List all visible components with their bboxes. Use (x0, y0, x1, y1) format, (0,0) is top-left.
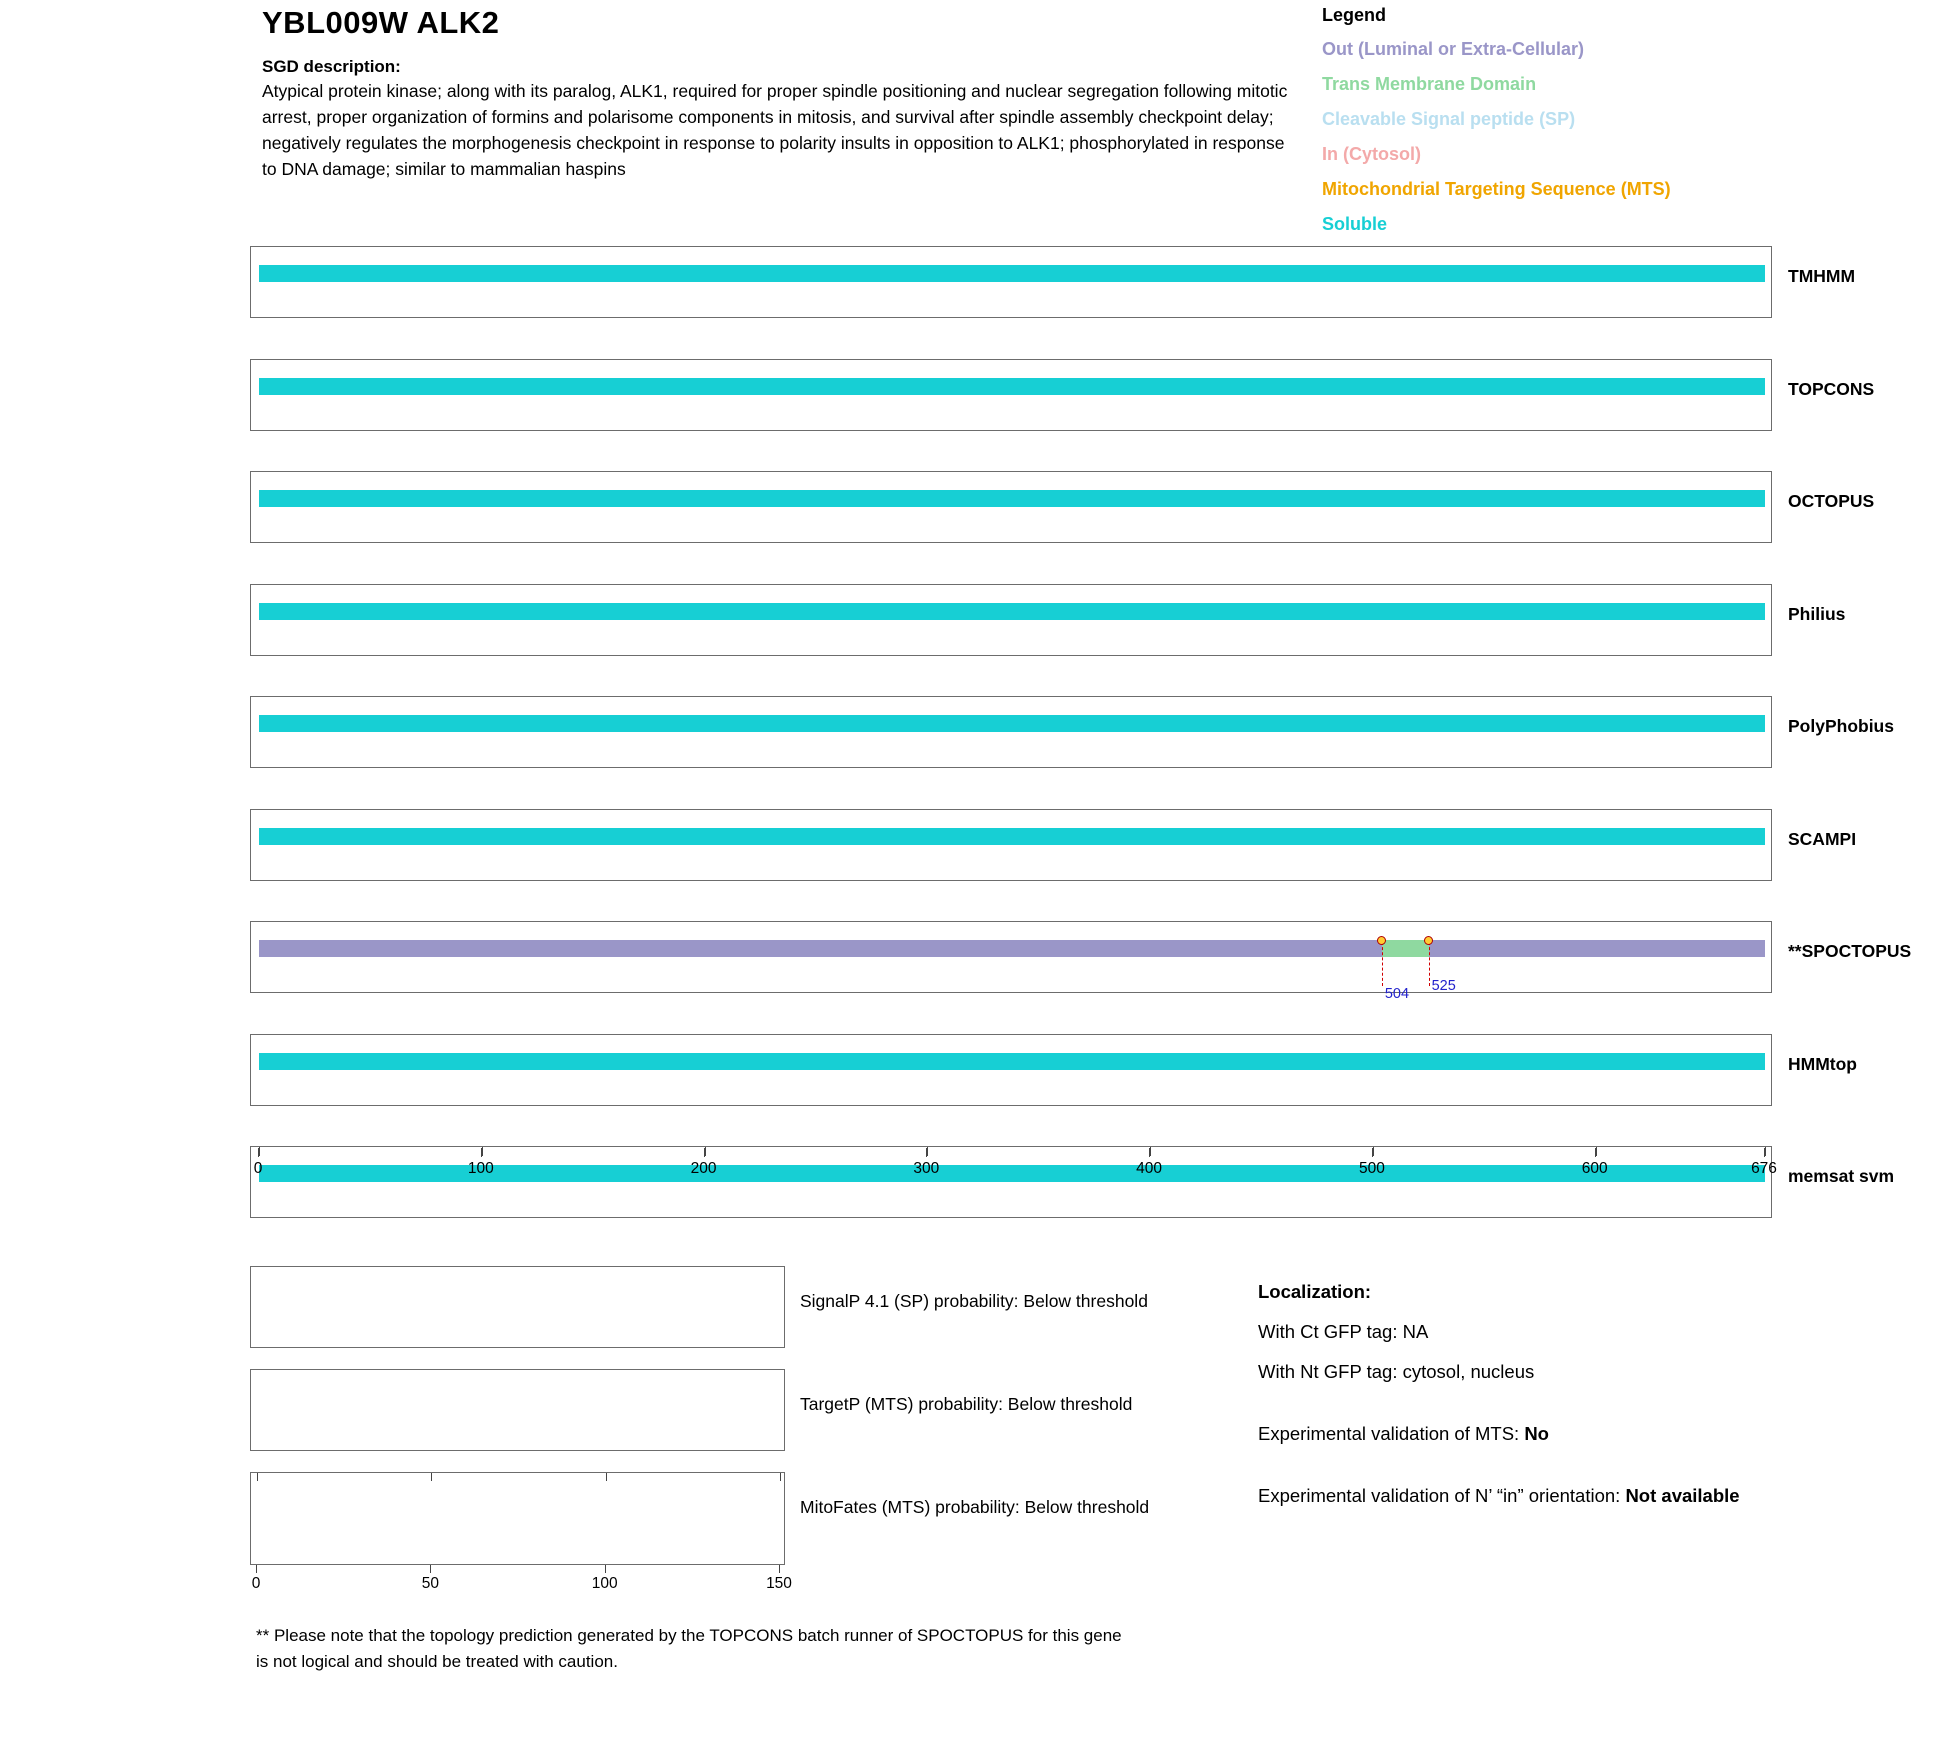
track-box-spoctopus (250, 921, 1772, 1002)
axis-tick-label: 400 (1136, 1160, 1163, 1177)
localization-nt-gfp: With Nt GFP tag: cytosol, nucleus (1258, 1361, 1535, 1382)
plot-axis-tick-label: 0 (251, 1575, 261, 1592)
legend (1322, 5, 1942, 242)
legend-title: Legend (1322, 5, 1387, 25)
track-label: TOPCONS (1788, 378, 1875, 399)
plot-axis-tick-label: 50 (421, 1575, 439, 1592)
localization-ct-gfp: With Ct GFP tag: NA (1258, 1321, 1429, 1342)
legend-item-out: Out (Luminal or Extra-Cellular) (1322, 39, 1585, 59)
mts-validation-row (1258, 1414, 1898, 1454)
track-label: SCAMPI (1788, 828, 1857, 849)
track-segment-soluble (259, 1053, 1765, 1070)
sgd-description-text: Atypical protein kinase; along with its paralog, ALK1, required for proper spindle positioning and nuclear segregation following mitotic arrest, proper organization of formins and polarisome components in mitosis, and survival after spindle assembly checkpoint delay; negatively regulates the morphogenesis checkpoint in response to polarity insults in opposition to ALK1; phosphorylated in response to DNA damage; similar to mammalian haspins (262, 81, 1288, 179)
legend-item-soluble: Soluble (1322, 214, 1388, 234)
track-box-hmmtop (250, 1034, 1772, 1106)
axis-tick (1595, 1148, 1596, 1157)
axis-tick-label: 600 (1581, 1160, 1608, 1177)
legend-item-sp: Cleavable Signal peptide (SP) (1322, 109, 1576, 129)
residue-axis (250, 1148, 1777, 1188)
plot-axis-tick-label: 100 (591, 1575, 618, 1592)
plot-axis-tick (256, 1565, 257, 1573)
mts-validation-label: Experimental validation of MTS: (1258, 1423, 1525, 1444)
track-segment-soluble (259, 378, 1765, 395)
axis-tick (704, 1148, 705, 1157)
legend-item-tm: Trans Membrane Domain (1322, 74, 1537, 94)
track-label: Philius (1788, 603, 1846, 624)
axis-tick-label: 500 (1358, 1160, 1385, 1177)
axis-tick (258, 1148, 259, 1157)
track-segment-out (259, 940, 1382, 957)
orientation-validation-label: Experimental validation of N’ “in” orientation: (1258, 1485, 1626, 1506)
track-segment-soluble (259, 715, 1765, 732)
signalp-caption: SignalP 4.1 (SP) probability: Below threshold (800, 1291, 1148, 1311)
track-label: memsat svm (1788, 1166, 1895, 1186)
marker-label: 525 (1431, 978, 1456, 994)
track-segment-soluble (259, 490, 1765, 507)
marker-line (1382, 942, 1383, 986)
marker-label: 504 (1384, 986, 1410, 1002)
track-box-tmhmm (250, 246, 1772, 318)
orientation-validation-row (1258, 1476, 1898, 1516)
mitofates-caption: MitoFates (MTS) probability: Below threshold (800, 1497, 1150, 1517)
track-segment-soluble (259, 828, 1765, 845)
axis-tick-label: 100 (467, 1160, 494, 1177)
localization-panel (1258, 1272, 1898, 1516)
track-label: **SPOCTOPUS (1788, 941, 1912, 961)
track-label: PolyPhobius (1788, 716, 1894, 736)
axis-tick-label: 300 (913, 1160, 940, 1177)
mitofates-plot (250, 1472, 785, 1565)
signalp-plot (250, 1266, 785, 1348)
plot-inner-tick (606, 1473, 607, 1481)
axis-tick-label: 0 (253, 1160, 263, 1177)
track-box-polyphobius (250, 696, 1772, 768)
axis-tick (1149, 1148, 1150, 1157)
axis-tick-label: 200 (690, 1160, 717, 1177)
track-label: HMMtop (1788, 1053, 1858, 1074)
targetp-caption: TargetP (MTS) probability: Below threshold (800, 1394, 1133, 1414)
plot-axis-tick (779, 1565, 780, 1573)
track-segment-out (1429, 940, 1765, 957)
axis-tick (1372, 1148, 1373, 1157)
mitofates-axis (250, 1565, 792, 1595)
axis-tick (1764, 1148, 1765, 1157)
track-segment-tm (1382, 940, 1429, 957)
track-box-philius (250, 584, 1772, 656)
plot-inner-tick (431, 1473, 432, 1481)
track-segment-soluble (259, 603, 1765, 620)
localization-spacer-2 (1258, 1454, 1898, 1476)
track-box-octopus (250, 471, 1772, 543)
plot-inner-tick (780, 1473, 781, 1481)
page-title: YBL009W ALK2 (262, 5, 500, 40)
axis-tick-label: 676 (1751, 1160, 1777, 1177)
targetp-plot (250, 1369, 785, 1451)
axis-tick (481, 1148, 482, 1157)
track-box-topcons (250, 359, 1772, 431)
legend-item-mts: Mitochondrial Targeting Sequence (MTS) (1322, 179, 1671, 199)
axis-tick (926, 1148, 927, 1157)
plot-axis-tick (605, 1565, 606, 1573)
footnote: ** Please note that the topology prediction generated by the TOPCONS batch runner of SPOCTOPUS for this gene is not logical and should be treated with caution. (256, 1626, 1122, 1671)
sgd-description-label: SGD description: (262, 57, 401, 76)
mts-validation-value: No (1524, 1423, 1549, 1444)
marker-line (1429, 942, 1430, 986)
orientation-validation-value: Not available (1625, 1485, 1740, 1506)
localization-spacer (1258, 1392, 1898, 1414)
track-label: OCTOPUS (1788, 491, 1875, 511)
plot-inner-tick (257, 1473, 258, 1481)
localization-title: Localization: (1258, 1281, 1372, 1302)
track-box-scampi (250, 809, 1772, 881)
track-segment-soluble (259, 265, 1765, 282)
plot-axis-tick-label: 150 (766, 1575, 792, 1592)
plot-axis-tick (430, 1565, 431, 1573)
track-label: TMHMM (1788, 266, 1856, 286)
legend-item-in: In (Cytosol) (1322, 144, 1421, 164)
